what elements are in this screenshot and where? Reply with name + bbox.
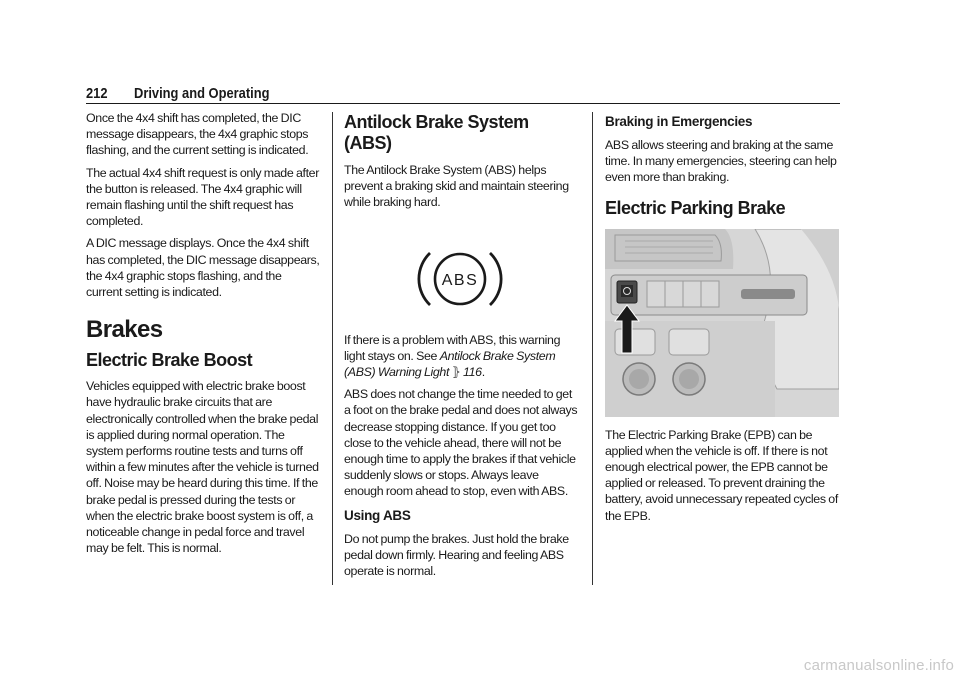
paragraph (344, 332, 578, 381)
paragraph: ABS does not change the time needed to get a foot on the brake pedal and does not always decrease stopping distance. If you get too close to the vehicle ahead, there will not be enough time to apply the brakes if that vehicle suddenly slows or stops. Always leave enough room ahead to stop, even with ABS. (344, 387, 578, 499)
heading-brakes: Brakes (86, 316, 163, 344)
page-header (86, 80, 840, 104)
abs-symbol-text: ABS (441, 271, 479, 289)
paragraph: The Antilock Brake System (ABS) helps prevent a braking skid and maintain steering while braking hard. (344, 163, 569, 210)
paragraph: A DIC message displays. Once the 4x4 shift has completed, the DIC message disappears, the 4x4 graphic stops flashing, and the current setting is indicated. (86, 236, 320, 300)
paragraph: Do not pump the brakes. Just hold the brake pedal down firmly. Hearing and feeling ABS operate is normal. (344, 531, 569, 579)
header-rule (86, 103, 840, 104)
watermark: carmanualsonline.info (803, 657, 954, 674)
parking-brake-switch-image (605, 229, 839, 417)
paragraph: ABS allows steering and braking at the same time. In many emergencies, steering can help even more than braking. (605, 138, 837, 185)
paragraph: The actual 4x4 shift request is only made after the button is released. The 4x4 graphic will remain flashing until the shift request has completed. (86, 165, 320, 229)
abs-icon (344, 217, 578, 332)
column-3 (605, 110, 841, 530)
heading-using-abs: Using ABS (344, 507, 411, 523)
column-divider (332, 112, 333, 585)
heading-abs: Antilock Brake System (ABS) (344, 112, 529, 153)
cross-reference-page[interactable]: 116 (463, 365, 482, 380)
page-arrow-icon: ⦄ (451, 365, 461, 380)
paragraph: Vehicles equipped with electric brake boost have hydraulic brake circuits that are electronically controlled when the brake pedal is applied during normal operation. The system performs routine tests and turns off within a few minutes after the vehicle is turned off. Noise may be heard during this time. If the brake pedal is pressed during the tests or when the electric brake boost system is off, a noticeable change in pedal force and travel may be felt. This is normal. (86, 379, 319, 556)
column-divider (592, 112, 593, 585)
paragraph-text: If there is a problem with ABS, this warning light stays on. See (344, 332, 561, 363)
column-2 (344, 110, 578, 585)
abs-warning-symbol (344, 217, 578, 332)
paragraph: The Electric Parking Brake (EPB) can be applied when the vehicle is off. If there is not enough electrical power, the EPB cannot be applied or released. To prevent draining the battery, avoid unnecessary repeated cycles of the EPB. (605, 427, 838, 523)
section-title: Driving and Operating (134, 85, 270, 102)
paragraph-text: . (481, 365, 485, 380)
heading-electric-brake-boost: Electric Brake Boost (86, 350, 253, 371)
cross-reference-link[interactable]: Antilock Brake System (ABS) Warning Light (344, 348, 556, 380)
page-number: 212 (86, 85, 108, 102)
heading-electric-parking-brake: Electric Parking Brake (605, 197, 786, 218)
column-1 (86, 110, 320, 562)
heading-braking-emergencies: Braking in Emergencies (605, 114, 753, 129)
paragraph: Once the 4x4 shift has completed, the DIC message disappears, the 4x4 graphic stops flashing, and the current setting is indicated. (86, 111, 309, 158)
epb-illustration (605, 229, 839, 417)
